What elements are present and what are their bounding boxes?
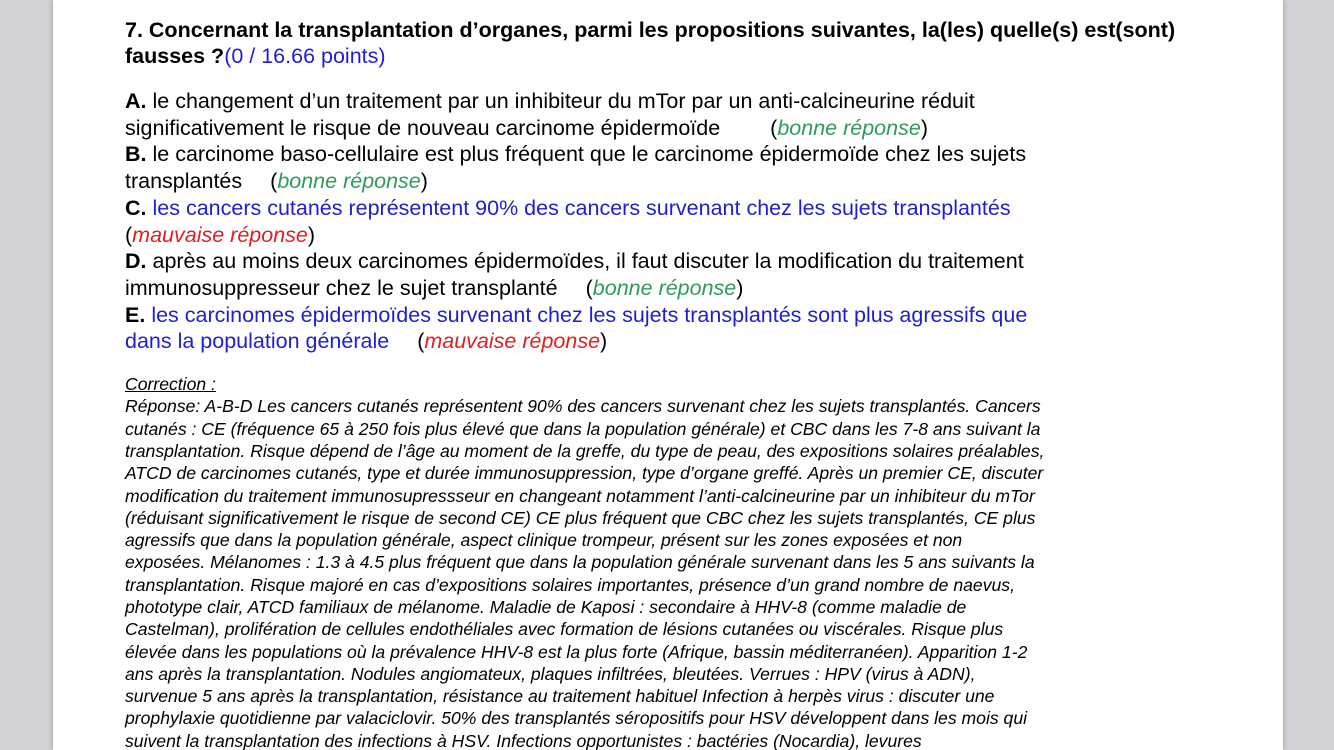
page-content [125,17,1255,750]
correction-line: (réduisant significativement le risque de second CE) CE plus fréquent que CBC chez les sujets transplantés, CE plus [125,507,1036,528]
correction-line: transplantation. Risque majoré en cas d’expositions solaires importantes, présence d’un grand nombre de naevus, [125,574,1015,595]
correction-line: prophylaxie quotidienne par valaciclovir. 50% des transplantés séropositifs pour HSV développent dans les mois qui [125,708,1028,729]
question-text: 7. Concernant la transplantation d’organes, parmi les propositions suivantes, la(les) quelle(s) est(sont) fausses ? [125,18,1176,68]
answer-verdict: bonne réponse [777,115,921,140]
document-page [53,0,1283,750]
answer-text: après au moins deux carcinomes épidermoïdes, il faut discuter la modification du traitement [152,249,1024,274]
correction-line: Réponse: A-B-D Les cancers cutanés représentent 90% des cancers survenant chez les sujets transplantés. Cancers [125,396,1041,417]
answer-letter: E. [125,302,146,327]
answer-text: le changement d’un traitement par un inhibiteur du mTor par un anti-calcineurine réduit [152,89,975,113]
answer-c: C. les cancers cutanés représentent 90% des cancers survenant chez les sujets transplantés (mauvaise réponse) [125,195,1011,247]
correction-line: phototype clair, ATCD familiaux de mélanome. Maladie de Kaposi : secondaire à HHV-8 (comme maladie de [125,597,967,617]
answer-text-continued: significativement le risque de nouveau carcinome épidermoïde [125,115,721,140]
correction-line: suivent la transplantation des infections à HSV. Infections opportunistes : bactéries (Nocardia), levures [125,730,922,750]
answer-verdict: bonne réponse [592,275,737,300]
answer-text-continued: dans la population générale [125,329,390,354]
correction-line: élevée dans les populations où la prévalence HHV-8 est la plus forte (Afrique, bassin méditerranéen). Apparition 1-2 [125,641,1028,662]
correction-line: modification du traitement immunosupressseur en changeant notamment l’anti-calcineurine par un inhibiteur du mTor [125,485,1035,506]
correction-line: ATCD de carcinomes cutanés, type et durée immunosuppression, type d’organe greffé. Après un premier CE, discuter [125,463,1044,484]
answer-list [125,88,1255,355]
answer-d: D. après au moins deux carcinomes épidermoïdes, il faut discuter la modification du traitement immunosuppresseur chez le sujet transplanté (bonne réponse) [125,249,1024,300]
correction-line: survenue 5 ans après la transplantation, résistance au traitement habituel Infection à herpès virus : discuter une [125,686,995,707]
answer-text-continued: transplantés [125,169,243,194]
answer-text: le carcinome baso-cellulaire est plus fréquent que le carcinome épidermoïde chez les sujets [152,142,1027,167]
answer-e: E. les carcinomes épidermoïdes survenant chez les sujets transplantés sont plus agressifs que dans la population générale (mauvaise réponse) [125,302,1028,354]
question-title [125,17,1255,69]
correction-title: Correction : [125,374,216,395]
correction-line: exposées. Mélanomes : 1.3 à 4.5 plus fréquent que dans la population générale survenant dans les 5 ans suivants la [125,552,1035,573]
answer-verdict: bonne réponse [277,169,421,194]
correction-line: cutanés : CE (fréquence 65 à 250 fois plus élevé que dans la population générale) et CBC dans les 7-8 ans suivant la [125,418,1041,439]
answer-letter: B. [125,142,147,167]
correction-line: transplantation. Risque dépend de l’âge au moment de la greffe, du type de peau, des expositions solaires préalables, [125,440,1045,461]
answer-b: B. le carcinome baso-cellulaire est plus fréquent que le carcinome épidermoïde chez les sujets transplantés (bonne réponse) [125,142,1027,194]
correction-section [125,373,1255,750]
answer-verdict: mauvaise réponse [132,222,308,247]
answer-letter: D. [125,249,147,274]
answer-verdict: mauvaise réponse [424,329,601,354]
question-score: (0 / 16.66 points) [224,44,386,68]
correction-line: agressifs que dans la population générale, aspect clinique trompeur, présent sur les zones exposées et non [125,530,963,551]
answer-text-continued: immunosuppresseur chez le sujet transplanté [125,275,558,300]
answer-a: A. le changement d’un traitement par un inhibiteur du mTor par un anti-calcineurine réduit significativement le risque de nouveau carcinome épidermoïde (bonne réponse) [125,89,975,140]
answer-text: les carcinomes épidermoïdes survenant chez les sujets transplantés sont plus agressifs que [151,302,1028,327]
correction-body [125,395,1255,750]
answer-letter: A. [125,89,147,113]
answer-text: les cancers cutanés représentent 90% des cancers survenant chez les sujets transplantés [152,195,1011,220]
correction-line: ans après la transplantation. Nodules angiomateux, plaques infiltrées, bleutées. Verrues : HPV (virus à ADN), [125,663,976,684]
correction-line: Castelman), prolifération de cellules endothéliales avec formation de lésions cutanées ou viscérales. Risque plus [125,619,1004,640]
answer-letter: C. [125,195,147,220]
